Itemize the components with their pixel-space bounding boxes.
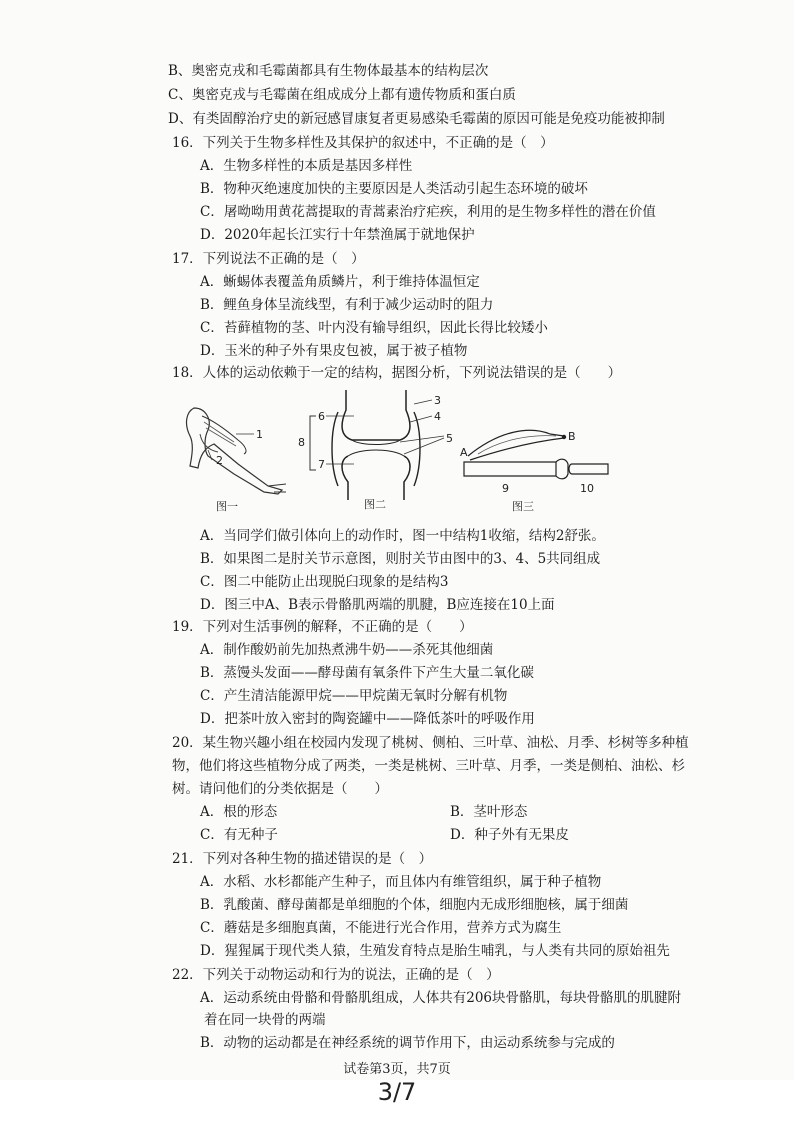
option-17c: C．苔藓植物的茎、叶内没有输导组织，因此长得比较矮小 [200, 320, 548, 336]
fig1-caption: 图一 [216, 500, 238, 513]
fig2-label-8: 8 [298, 436, 305, 449]
fig1-label-2: 2 [216, 454, 223, 467]
question-18: 18．人体的运动依赖于一定的结构，据图分析，下列说法错误的是（ ） [172, 365, 622, 381]
option-20b: B．茎叶形态 [450, 804, 528, 820]
option-15c: C、奥密克戎与毛霉菌在组成成分上都有遗传物质和蛋白质 [168, 87, 516, 103]
option-21b: B．乳酸菌、酵母菌都是单细胞的个体，细胞内无成形细胞核，属于细菌 [200, 897, 629, 913]
option-19b: B．蒸馒头发面——酵母菌有氧条件下产生大量二氧化碳 [200, 665, 534, 681]
option-19c: C．产生清洁能源甲烷——甲烷菌无氧时分解有机物 [200, 688, 508, 704]
figure-joint [294, 390, 464, 514]
question-19: 19．下列对生活事例的解释，不正确的是（ ） [172, 619, 473, 635]
question-20-line1: 20．某生物兴趣小组在校园内发现了桃树、侧柏、三叶草、油松、月季、杉树等多种植 [172, 735, 689, 751]
option-16c: C．屠呦呦用黄花蒿提取的青蒿素治疗疟疾，利用的是生物多样性的潜在价值 [200, 204, 656, 220]
option-18c: C．图二中能防止出现脱臼现象的是结构3 [200, 574, 449, 590]
question-20-line3: 树。请问他们的分类依据是（ ） [172, 781, 388, 797]
option-22a: A．运动系统由骨骼和骨骼肌组成，人体共有206块骨骼肌，每块骨骼肌的肌腱附 [200, 990, 682, 1006]
fig2-caption: 图二 [364, 498, 386, 511]
question-16: 16．下列关于生物多样性及其保护的叙述中，不正确的是（ ） [172, 135, 554, 151]
option-17b: B．鲤鱼身体呈流线型，有利于减少运动时的阻力 [200, 297, 494, 313]
option-22a-cont: 着在同一块骨的两端 [204, 1012, 326, 1028]
fig3-label-10: 10 [580, 482, 594, 495]
fig2-label-5: 5 [446, 432, 453, 445]
figure-arm [178, 394, 288, 514]
fig3-label-A: A [460, 446, 468, 459]
option-17d: D．玉米的种子外有果皮包被，属于被子植物 [200, 343, 468, 359]
question-20-line2: 物，他们将这些植物分成了两类，一类是桃树、三叶草、月季，一类是侧柏、油松、杉 [172, 758, 685, 774]
fig3-label-B: B [568, 430, 576, 443]
option-20a: A．根的形态 [200, 804, 278, 820]
question-22: 22．下列关于动物运动和行为的说法，正确的是（ ） [172, 967, 500, 983]
page-indicator: 3/7 [377, 1078, 417, 1106]
option-15d: D、有类固醇治疗史的新冠感冒康复者更易感染毛霉菌的原因可能是免疫功能被抑制 [168, 111, 665, 127]
option-15b: B、奥密克戎和毛霉菌都具有生物体最基本的结构层次 [168, 63, 489, 79]
fig2-label-3: 3 [434, 394, 441, 407]
option-18d: D．图三中A、B表示骨骼肌两端的肌腱，B应连接在10上面 [200, 597, 555, 613]
option-21c: C．蘑菇是多细胞真菌，不能进行光合作用，营养方式为腐生 [200, 920, 562, 936]
option-16a: A．生物多样性的本质是基因多样性 [200, 158, 413, 174]
question-17: 17．下列说法不正确的是（ ） [172, 251, 365, 267]
fig3-label-9: 9 [502, 482, 509, 495]
page-footer: 试卷第3页，共7页 [343, 1062, 451, 1077]
option-21a: A．水稻、水杉都能产生种子，而且体内有维管组织，属于种子植物 [200, 874, 602, 890]
fig2-label-6: 6 [318, 410, 325, 423]
fig1-label-1: 1 [256, 428, 263, 441]
question-21: 21．下列对各种生物的描述错误的是（ ） [172, 851, 433, 867]
option-22b: B．动物的运动都是在神经系统的调节作用下，由运动系统参与完成的 [200, 1035, 615, 1051]
option-20d: D．种子外有无果皮 [450, 827, 569, 843]
option-17a: A．蜥蜴体表覆盖角质鳞片，利于维持体温恒定 [200, 274, 480, 290]
option-21d: D．猩猩属于现代类人猿，生殖发育特点是胎生哺乳，与人类有共同的原始祖先 [200, 943, 670, 959]
fig2-label-7: 7 [318, 458, 325, 471]
option-19d: D．把茶叶放入密封的陶瓷罐中——降低茶叶的呼吸作用 [200, 711, 535, 727]
option-18a: A．当同学们做引体向上的动作时，图一中结构1收缩，结构2舒张。 [200, 528, 605, 544]
option-16d: D．2020年起长江实行十年禁渔属于就地保护 [200, 227, 475, 243]
fig2-label-4: 4 [434, 410, 441, 423]
fig3-caption: 图三 [512, 500, 534, 513]
figure-muscle-bone [460, 420, 630, 514]
option-16b: B．物种灭绝速度加快的主要原因是人类活动引起生态环境的破坏 [200, 181, 588, 197]
option-20c: C．有无种子 [200, 827, 278, 843]
option-19a: A．制作酸奶前先加热煮沸牛奶——杀死其他细菌 [200, 642, 494, 658]
option-18b: B．如果图二是肘关节示意图，则肘关节由图中的3、4、5共同组成 [200, 551, 601, 567]
